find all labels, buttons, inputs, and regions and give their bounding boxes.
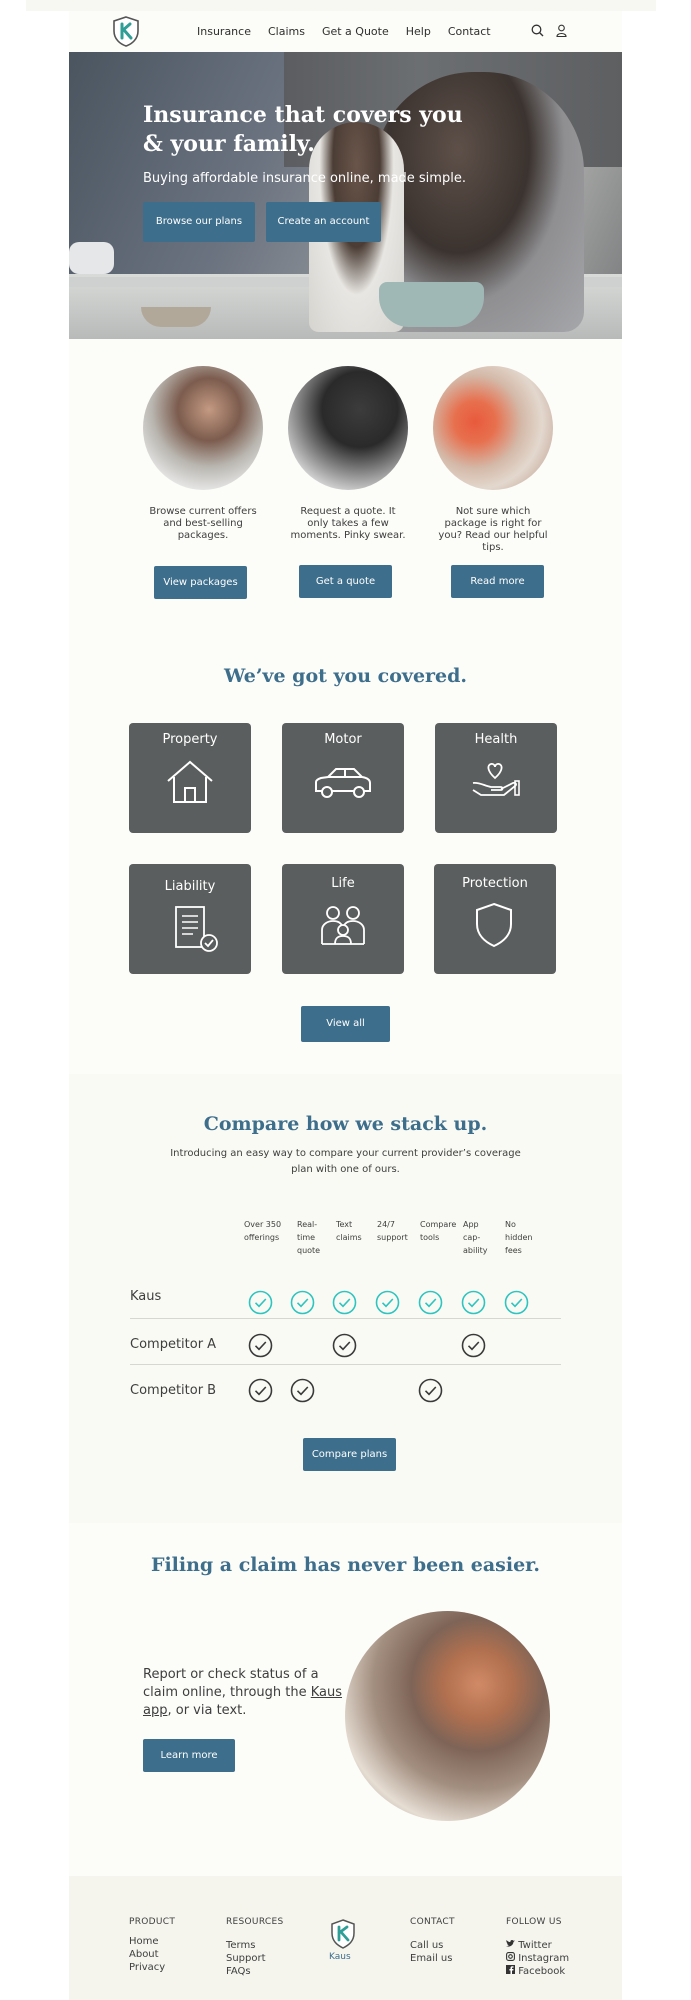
row-label-competitor-b: Competitor B [130,1383,217,1398]
car-icon [312,763,374,803]
footer-link-home[interactable]: Home [129,1936,159,1947]
check-icon [332,1333,357,1358]
check-icon [461,1333,486,1358]
tile-life[interactable] [282,864,404,974]
check-icon [418,1290,443,1315]
footer-logo-icon[interactable] [330,1919,356,1949]
nav-link-insurance[interactable]: Insurance [197,25,251,38]
page [69,11,622,2000]
tile-health[interactable] [435,723,557,833]
row-divider [130,1318,561,1319]
get-a-quote-button[interactable]: Get a quote [299,565,392,598]
read-more-button[interactable]: Read more [451,565,544,598]
nav-link-claims[interactable]: Claims [267,25,305,38]
compare-heading: Compare how we stack up. [203,1113,488,1135]
top-nav [69,11,622,52]
tile-label: Property [162,732,218,747]
footer-link-email-us[interactable]: Email us [410,1953,453,1964]
covered-heading: We’ve got you covered. [223,665,468,687]
nav-link-help[interactable]: Help [405,25,431,38]
footer-brand-name: Kaus [329,1952,351,1962]
compare-plans-button[interactable]: Compare plans [303,1438,396,1471]
footer-link-support[interactable]: Support [226,1953,266,1964]
column-header: No hidden fees [505,1220,533,1255]
tile-label: Liability [164,879,216,894]
claim-text: Report or check status of a claim online, through the Kaus app, or via text. [143,1667,343,1718]
check-icon [248,1333,273,1358]
user-icon[interactable] [556,24,567,37]
footer-link-about[interactable]: About [129,1949,159,1960]
view-packages-button[interactable]: View packages [154,566,247,599]
footer-links-follow [506,1939,569,1978]
check-icon [248,1290,273,1315]
row-label-competitor-a: Competitor A [130,1337,217,1352]
top-strip [26,0,656,11]
family-photo [143,366,263,490]
check-icon [332,1290,357,1315]
footer-links-resources [226,1939,266,1978]
nav-icons [531,24,567,37]
instagram-icon [506,1952,515,1961]
check-icon [290,1378,315,1403]
search-icon[interactable] [531,24,544,37]
house-icon [165,759,215,805]
tile-label: Motor [324,732,362,747]
footer-heading-follow: FOLLOW US [506,1917,562,1927]
check-icon [375,1290,400,1315]
shield-icon [474,902,514,948]
learn-more-button[interactable]: Learn more [143,1739,235,1772]
footer-link-faqs[interactable]: FAQs [226,1966,251,1977]
hero-photo-casserole [379,282,484,327]
twitter-icon [506,1939,515,1948]
kaus-app-link[interactable]: Kaus app [143,1685,343,1718]
column-header: Text claims [336,1220,362,1242]
hero-banner [69,52,622,339]
check-icon [461,1290,486,1315]
footer-link-facebook[interactable]: Facebook [506,1965,569,1978]
hero-photo-bowl [141,307,211,327]
tile-motor[interactable] [282,723,404,833]
check-icon [504,1290,529,1315]
family-icon [318,904,368,950]
mother-children-photo [345,1611,550,1821]
hero-subtitle: Buying affordable insurance online, made simple. [143,171,466,186]
view-all-button[interactable]: View all [301,1006,390,1042]
browse-plans-button[interactable]: Browse our plans [143,202,255,242]
footer-link-twitter[interactable]: Twitter [506,1939,569,1952]
feature-text-tips: Not sure which package is right for you? Read our helpful tips. [438,506,548,553]
feature-text-packages: Browse current offers and best-selling packages. [149,506,257,541]
footer-link-privacy[interactable]: Privacy [129,1962,166,1973]
document-check-icon [173,904,223,954]
nav-link-contact[interactable]: Contact [447,25,491,38]
hero-title: Insurance that covers you & your family. [143,102,463,157]
friends-photo [433,366,553,490]
footer-heading-contact: CONTACT [410,1917,455,1927]
column-header: Real-time quote [297,1220,321,1255]
column-header: Over 350 offerings [244,1220,282,1242]
footer-heading-resources: RESOURCES [226,1917,284,1927]
nav-link-get-a-quote[interactable]: Get a Quote [321,25,389,38]
footer-link-terms[interactable]: Terms [226,1940,256,1951]
check-icon [290,1290,315,1315]
check-icon [248,1378,273,1403]
footer-links-contact [410,1939,452,1965]
footer-links-product [129,1935,165,1974]
tile-liability[interactable] [129,864,251,974]
tile-property[interactable] [129,723,251,833]
footer-link-call-us[interactable]: Call us [410,1940,444,1951]
facebook-icon [506,1965,515,1974]
nav-links [197,25,508,38]
create-account-button[interactable]: Create an account [266,202,381,242]
column-header: App cap-ability [463,1220,488,1255]
column-header: 24/7 support [377,1220,408,1242]
row-divider [130,1364,561,1365]
compare-subtitle: Introducing an easy way to compare your current provider’s coverage plan with one of ours. [170,1148,521,1175]
footer-link-instagram[interactable]: Instagram [506,1952,569,1965]
footer-heading-product: PRODUCT [129,1917,176,1927]
claim-heading: Filing a claim has never been easier. [150,1554,541,1576]
hero-photo-pot [69,242,114,274]
kaus-logo-icon[interactable] [112,16,140,47]
heart-hand-icon [471,762,521,802]
tile-label: Life [331,876,355,891]
column-header: Compare tools [420,1220,457,1242]
tile-label: Health [474,732,518,747]
row-label-kaus: Kaus [130,1289,162,1304]
driver-photo [288,366,408,490]
feature-text-quote: Request a quote. It only takes a few moments. Pinky swear. [290,506,406,541]
check-icon [418,1378,443,1403]
tile-label: Protection [462,876,528,891]
footer [69,1876,622,2000]
tile-protection[interactable] [434,864,556,974]
